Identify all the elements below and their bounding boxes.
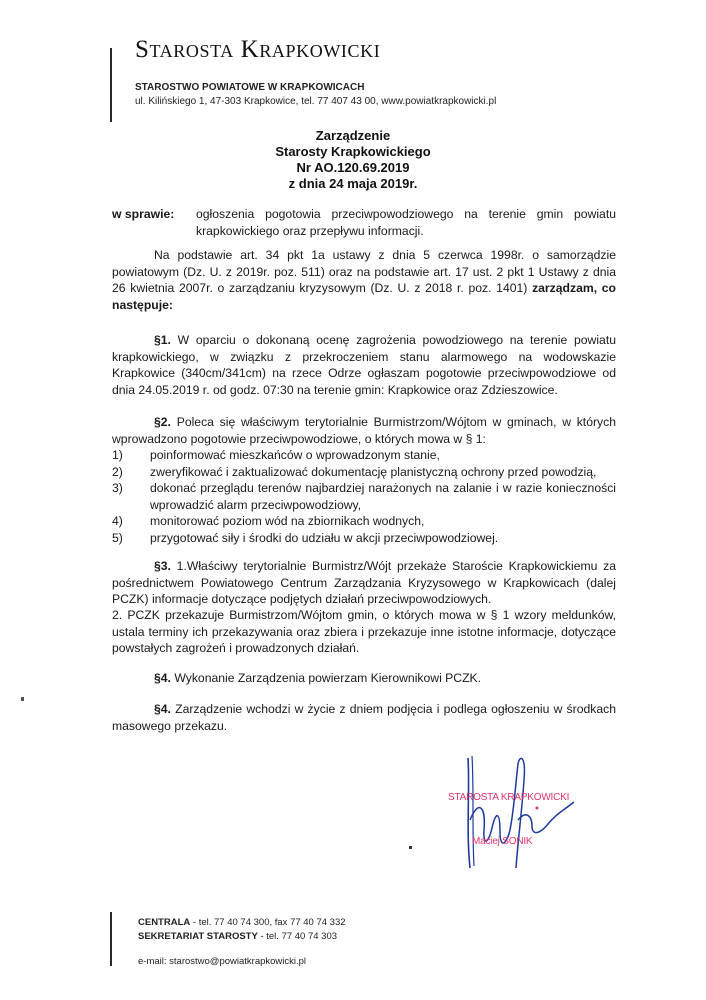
- document-date: z dnia 24 maja 2019r.: [288, 176, 418, 191]
- document-title-block: [0, 128, 706, 192]
- list-item-text: monitorować poziom wód na zbiornikach wodnych,: [150, 514, 425, 528]
- header-office: STAROSTWO POWIATOWE W KRAPKOWICACH: [135, 82, 365, 93]
- document-type: Zarządzenie: [315, 128, 391, 143]
- list-item-number: 5): [112, 530, 123, 545]
- footer-secretariat-label: SEKRETARIAT STAROSTY: [138, 931, 258, 942]
- document-issuer: Starosty Krapkowickiego: [275, 144, 431, 159]
- preamble: [112, 247, 616, 313]
- list-item-number: 1): [112, 448, 123, 462]
- list-item: [112, 447, 616, 464]
- section-4-entry-into-force: [112, 701, 616, 734]
- section-3-text-1: 1.Właściwy terytorialnie Burmistrz/Wójt przekaże Staroście Krapkowickiemu za pośrednictwem Powiatowego Centrum Zarządzania Kryzysowego w Krapkowicach (dalej PCZK) informacje dotyczące podjętych działań przeciwpowodziowych.: [112, 559, 616, 606]
- list-item-text: zweryfikować i zaktualizować dokumentację planistyczną ochrony przed powodzią,: [150, 464, 597, 479]
- section-2: [112, 414, 616, 447]
- section-4b-mark: §4.: [154, 702, 171, 716]
- list-item: [112, 480, 616, 513]
- list-item-number: 3): [112, 481, 123, 495]
- footer-central: [138, 917, 346, 928]
- preamble-text: Na podstawie art. 34 pkt 1a ustawy z dnia 5 czerwca 1998r. o samorządzie powiatowym (Dz. U. z 2019r. poz. 511) oraz na podstawie art. 17 ust. 2 pkt 1 Ustawy z dnia 26 kwietnia 2007r. o zarządzaniu kryzysowym (Dz. U. z 2018 r. poz. 1401): [112, 248, 616, 295]
- list-item: [112, 513, 616, 530]
- subject-text: ogłoszenia pogotowia przeciwpowodziowego na terenie gmin powiatu krapkowickiego oraz przepływu informacji.: [196, 207, 616, 238]
- list-item: [112, 464, 616, 481]
- section-3-paragraph-1: [112, 558, 616, 608]
- list-item-number: 4): [112, 514, 123, 528]
- preamble-bold-tail: zarządzam, co następuje:: [112, 281, 617, 312]
- section-4a-mark: §4.: [154, 671, 171, 685]
- section-1-mark: §1.: [154, 333, 171, 347]
- footer-secretariat-text: - tel. 77 40 74 303: [257, 931, 338, 942]
- section-3-paragraph-2: 2. PCZK przekazuje Burmistrzom/Wójtom gmin, o których mowa w § 1 wzory meldunków, ustala terminy ich przekazywania oraz zbiera i przekazuje inne istotne informacje, dotyczące powstałych zagrożeń i prowadzonych działań.: [112, 608, 616, 655]
- footer-divider: [110, 912, 112, 966]
- section-4-execution: [112, 670, 616, 687]
- scan-mark: [21, 697, 24, 701]
- stamp-name: Maciej SONIK: [472, 836, 533, 847]
- list-item-text: przygotować siły i środki do udziału w akcji przeciwpowodziowej.: [150, 530, 499, 545]
- header-title: Starosta Krapkowicki: [135, 36, 381, 63]
- document-number: Nr AO.120.69.2019: [296, 160, 410, 175]
- header-divider: [110, 48, 112, 122]
- ink-dot: [409, 846, 412, 849]
- footer-central-text: - tel. 77 40 74 300, fax 77 40 74 332: [190, 917, 346, 928]
- list-item: [112, 530, 616, 547]
- section-1: [112, 332, 616, 398]
- header-address: ul. Kilińskiego 1, 47-303 Krapkowice, tel. 77 407 43 00, www.powiatkrapkowicki.pl: [135, 96, 497, 107]
- section-1-text: W oparciu o dokonaną ocenę zagrożenia powodziowego na terenie powiatu krapkowickiego, w związku z przekroczeniem stanu alarmowego na wodowskazie Krapkowice (340cm/341cm) na rzece Odrze ogłaszam pogotowie przeciwpowodziowe od dnia 24.05.2019 r. od godz. 07:30 na terenie gmin: Krapkowice oraz Zdzieszowice.: [112, 333, 616, 397]
- subject-label: [112, 206, 192, 223]
- section-2-mark: §2.: [154, 415, 171, 429]
- section-4b-text: Zarządzenie wchodzi w życie z dniem podjęcia i podlega ogłoszeniu w środkach masowego przekazu.: [112, 702, 617, 733]
- footer-secretariat: [138, 931, 337, 942]
- section-3-mark: §3.: [154, 559, 171, 573]
- section-4a-text: Wykonanie Zarządzenia powierzam Kierownikowi PCZK.: [174, 671, 482, 685]
- list-item-number: 2): [112, 464, 123, 479]
- section-2-text: Poleca się właściwym terytorialnie Burmistrzom/Wójtom w gminach, w których wprowadzono pogotowie przeciwpowodziowe, o których mowa w § 1:: [112, 415, 616, 446]
- section-2-list: [112, 447, 616, 546]
- list-item-text: poinformować mieszkańców o wprowadzonym stanie,: [150, 448, 440, 462]
- footer-central-label: CENTRALA: [138, 917, 191, 928]
- footer-email[interactable]: e-mail: starostwo@powiatkrapkowicki.pl: [138, 956, 307, 967]
- list-item-text: dokonać przeglądu terenów najbardziej narażonych na zalanie i w razie konieczności wprowadzić alarm przeciwpowodziowy,: [150, 481, 616, 512]
- subject-label-text: w sprawie:: [112, 207, 175, 221]
- handwritten-signature: [440, 750, 580, 870]
- stamp-title: STAROSTA KRAPKOWICKI: [448, 792, 570, 803]
